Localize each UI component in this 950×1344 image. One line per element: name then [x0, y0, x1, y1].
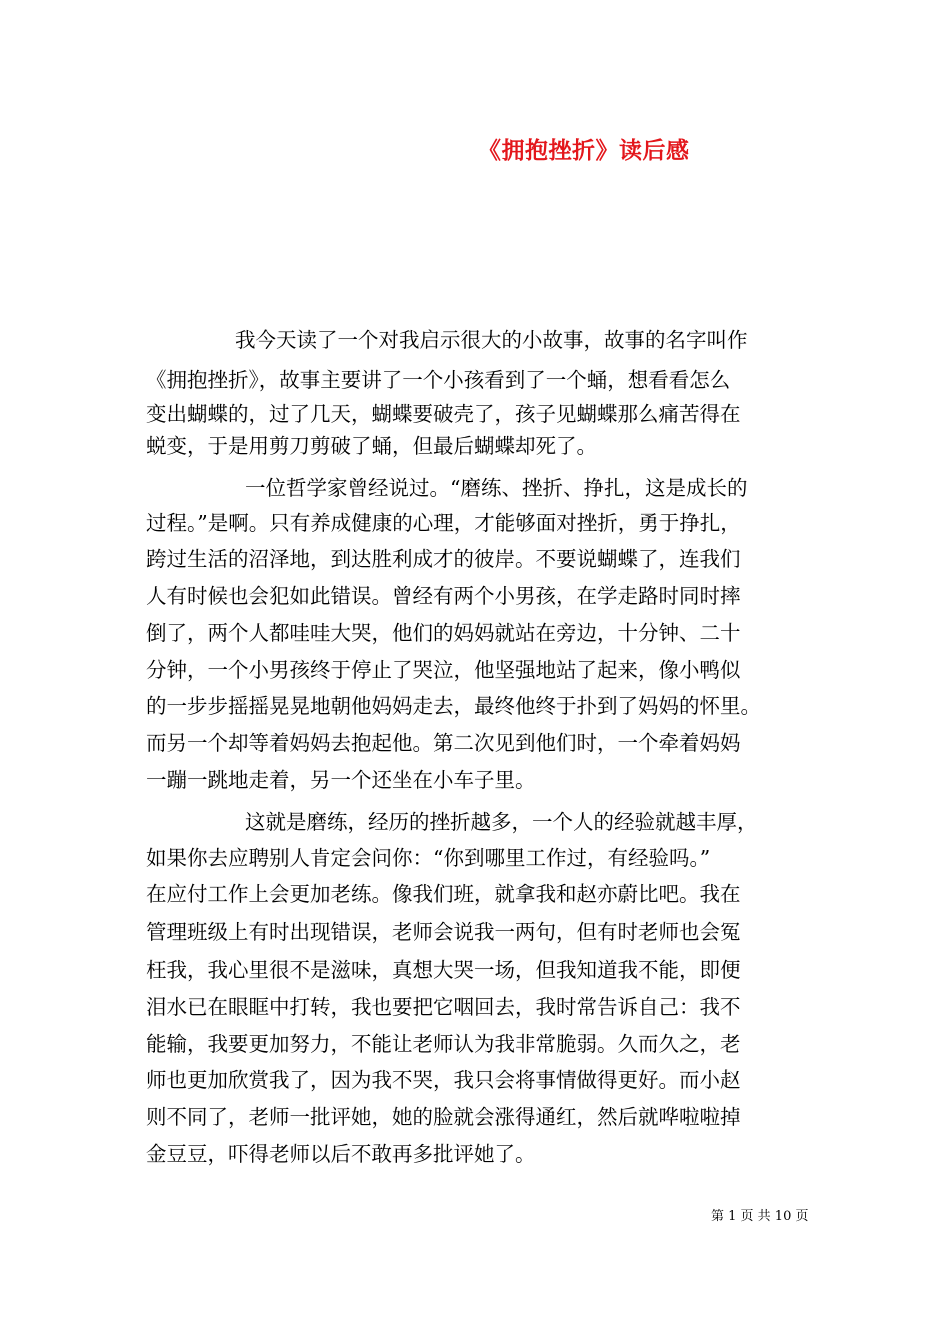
body-line: 这就是磨练，经历的挫折越多，一个人的经验就越丰厚， [245, 810, 758, 834]
body-line: 如果你去应聘别人肯定会问你：“你到哪里工作过，有经验吗。” [146, 846, 711, 870]
body-line: 则不同了，老师一批评她，她的脸就会涨得通红，然后就哗啦啦掉 [146, 1105, 741, 1129]
body-line: 蜕变，于是用剪刀剪破了蛹，但最后蝴蝶却死了。 [146, 434, 597, 458]
body-line: 泪水已在眼眶中打转，我也要把它咽回去，我时常告诉自己：我不 [146, 995, 741, 1019]
body-line: 一蹦一跳地走着，另一个还坐在小车子里。 [146, 768, 536, 792]
body-line: 人有时候也会犯如此错误。曾经有两个小男孩，在学走路时同时摔 [146, 584, 741, 608]
page-number: 第 1 页 共 10 页 [711, 1209, 809, 1224]
body-line: 一位哲学家曾经说过。“磨练、挫折、挣扎，这是成长的 [245, 476, 748, 500]
body-line: 跨过生活的沼泽地，到达胜利成才的彼岸。不要说蝴蝶了，连我们 [146, 547, 741, 571]
body-line: 能输，我要更加努力，不能让老师认为我非常脆弱。久而久之，老 [146, 1032, 741, 1056]
body-line: 分钟，一个小男孩终于停止了哭泣，他坚强地站了起来，像小鸭似 [146, 658, 741, 682]
body-line: 的一步步摇摇晃晃地朝他妈妈走去，最终他终于扑到了妈妈的怀里。 [146, 694, 761, 718]
document-title: 《拥抱挫折》读后感 [478, 137, 690, 164]
body-line: 管理班级上有时出现错误，老师会说我一两句，但有时老师也会冤 [146, 920, 741, 944]
body-line: 过程。”是啊。只有养成健康的心理，才能够面对挫折，勇于挣扎， [146, 511, 741, 535]
body-line: 在应付工作上会更加老练。像我们班，就拿我和赵亦蔚比吧。我在 [146, 882, 741, 906]
body-line: 《拥抱挫折》，故事主要讲了一个小孩看到了一个蛹，想看看怎么 [146, 368, 731, 392]
body-line: 而另一个却等着妈妈去抱起他。第二次见到他们时，一个牵着妈妈 [146, 731, 741, 755]
body-line: 金豆豆，吓得老师以后不敢再多批评她了。 [146, 1142, 536, 1166]
body-line: 我今天读了一个对我启示很大的小故事，故事的名字叫作 [235, 328, 748, 352]
body-line: 枉我，我心里很不是滋味，真想大哭一场，但我知道我不能，即便 [146, 958, 741, 982]
body-line: 变出蝴蝶的，过了几天，蝴蝶要破壳了，孩子见蝴蝶那么痛苦得在 [146, 402, 741, 426]
body-line: 倒了，两个人都哇哇大哭，他们的妈妈就站在旁边，十分钟、二十 [146, 621, 741, 645]
body-line: 师也更加欣赏我了，因为我不哭，我只会将事情做得更好。而小赵 [146, 1068, 741, 1092]
